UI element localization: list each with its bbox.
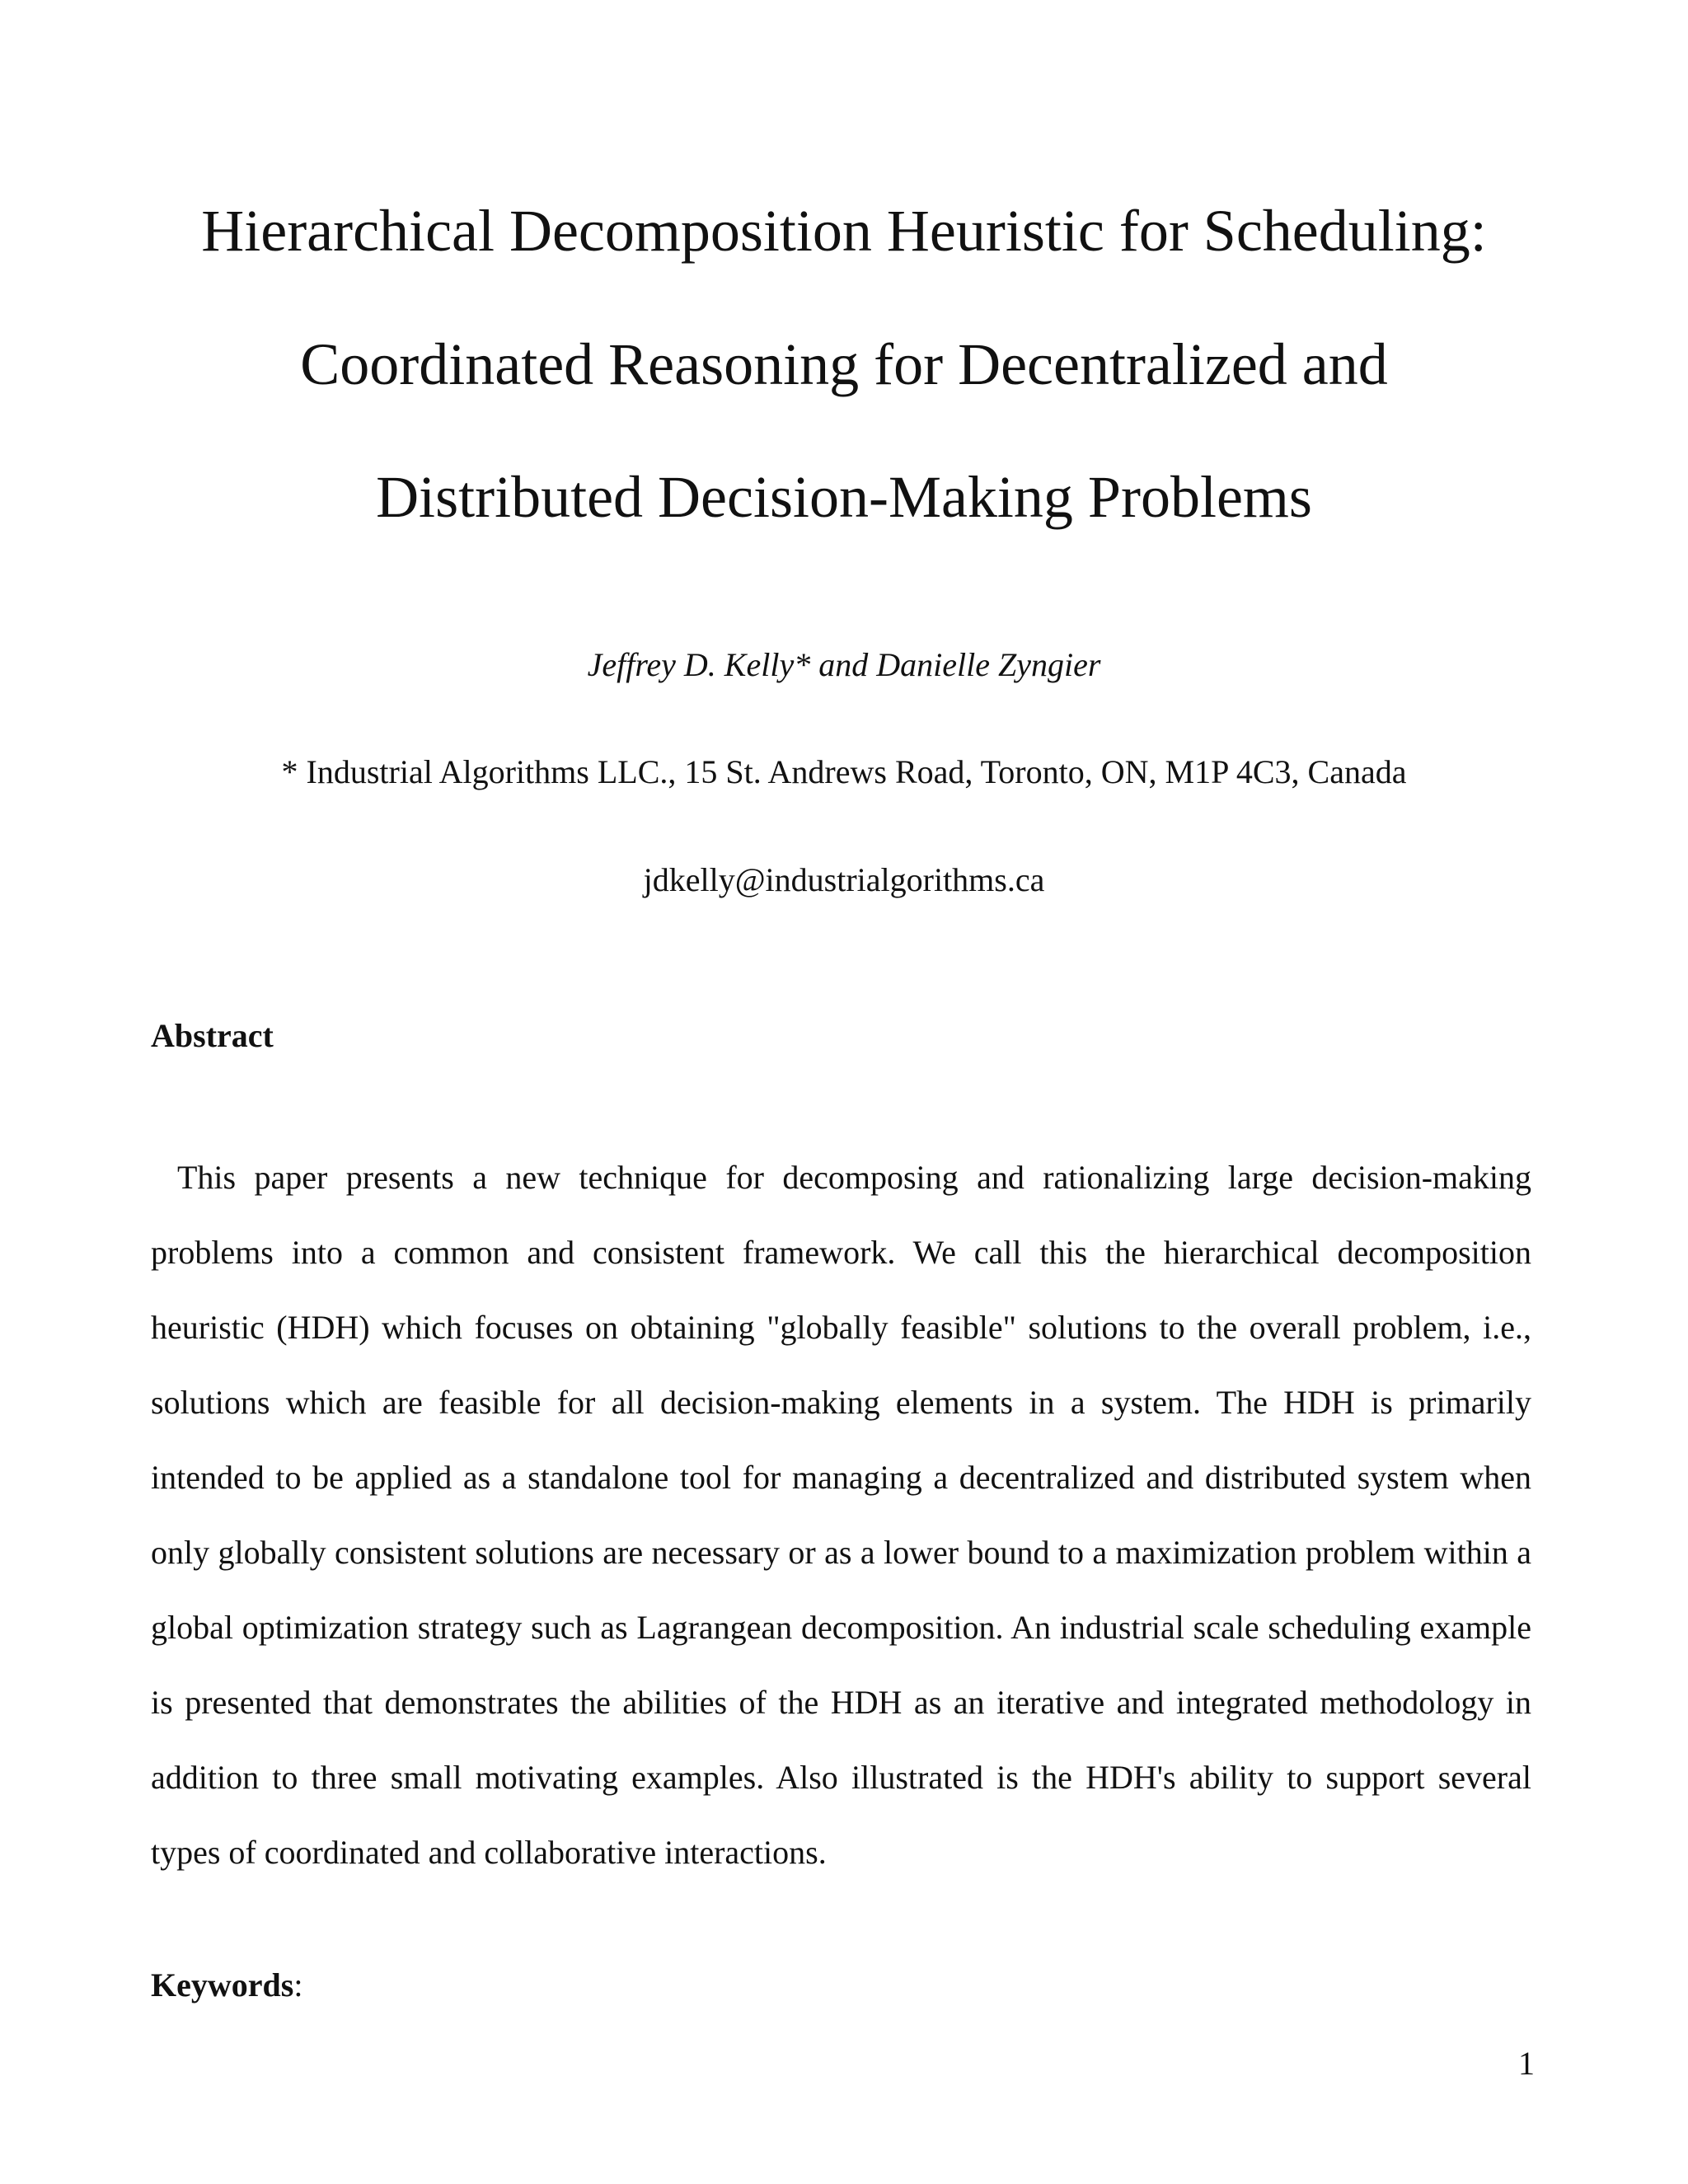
affiliation: * Industrial Algorithms LLC., 15 St. Andrews Road, Toronto, ON, M1P 4C3, Canada (281, 753, 1407, 790)
abstract-line: solutions which are feasible for all decision-making elements in a system. The HDH is primarily (151, 1384, 1531, 1421)
abstract-line: is presented that demonstrates the abilities of the HDH as an iterative and integrated methodology in (151, 1684, 1531, 1721)
keywords-colon: : (293, 1966, 303, 2004)
abstract-line: global optimization strategy such as Lagrangean decomposition. An industrial scale scheduling example (151, 1609, 1531, 1646)
keywords-label: Keywords (151, 1966, 294, 2004)
title-line-2: Coordinated Reasoning for Decentralized and (300, 331, 1388, 397)
author-email: jdkelly@industrialgorithms.ca (643, 861, 1045, 898)
abstract-line: This paper presents a new technique for decomposing and rationalizing large decision-making (177, 1159, 1531, 1196)
abstract-line: addition to three small motivating examples. Also illustrated is the HDH's ability to support several (151, 1759, 1531, 1796)
abstract-line: heuristic (HDH) which focuses on obtaining "globally feasible" solutions to the overall problem, i.e., (151, 1309, 1531, 1346)
abstract-line: types of coordinated and collaborative interactions. (151, 1834, 827, 1871)
page-number: 1 (1518, 2045, 1535, 2082)
abstract-body (151, 1140, 1531, 1890)
authors: Jeffrey D. Kelly* and Danielle Zyngier (587, 646, 1101, 683)
title-line-3: Distributed Decision-Making Problems (376, 464, 1312, 530)
abstract-line: only globally consistent solutions are necessary or as a lower bound to a maximization problem within a (151, 1534, 1531, 1571)
abstract-line: intended to be applied as a standalone tool for managing a decentralized and distributed system when (151, 1459, 1531, 1496)
title-line-1: Hierarchical Decomposition Heuristic for Scheduling: (201, 198, 1487, 264)
abstract-line: problems into a common and consistent framework. We call this the hierarchical decomposition (151, 1234, 1531, 1271)
keywords (151, 1966, 302, 2005)
abstract-heading: Abstract (151, 1017, 274, 1054)
